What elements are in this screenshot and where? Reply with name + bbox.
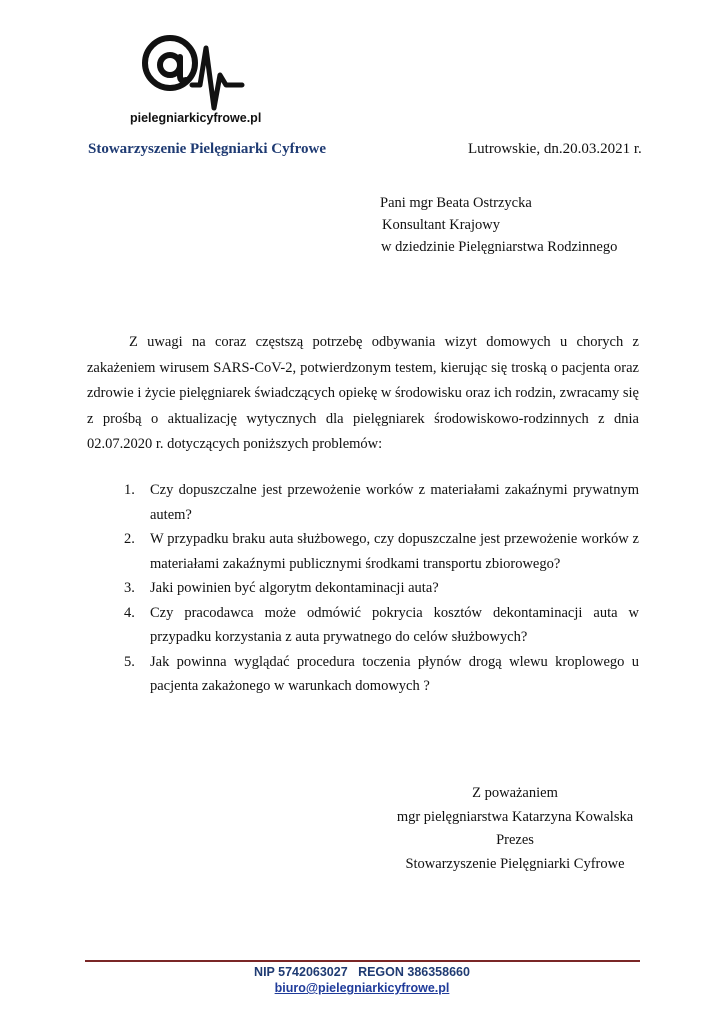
question-number: 1. [124, 482, 135, 498]
footer [0, 964, 724, 996]
question-number: 2. [124, 531, 135, 547]
question-number: 5. [124, 653, 135, 670]
question-text: Jak powinna wyglądać procedura toczenia płynów drogą wlewu kroplowego u pacjenta zakażonego w warunkach domowych ? [150, 653, 639, 694]
recipient-name: Pani mgr Beata Ostrzycka [380, 195, 532, 211]
logo-text: pielegniarkicyfrowe.pl [130, 111, 262, 125]
recipient-field: w dziedzinie Pielęgniarstwa Rodzinnego [381, 239, 618, 255]
question-number: 3. [124, 580, 135, 596]
question-text: Jaki powinien być algorytm dekontaminacji auta? [150, 580, 439, 596]
footer-email-link[interactable]: biuro@pielegniarkicyfrowe.pl [274, 981, 450, 995]
question-item [124, 601, 639, 650]
closing-phrase: Z poważaniem [472, 785, 558, 801]
question-item [124, 576, 639, 601]
recipient-position: Konsultant Krajowy [382, 217, 500, 233]
signatory-title: Prezes [496, 832, 534, 848]
question-item [124, 527, 639, 576]
body-paragraph: Z uwagi na coraz częstszą potrzebę odbywania wizyt domowych u chorych z zakażeniem wirusem SARS-CoV-2, potwierdzonym testem, kierując się troską o pacjenta oraz zdrowie i życie pielęgniarek świadczących opiekę w środowisku oraz ich rodzin, zwracamy się z prośbą o aktualizację wytycznych dla pielęgniarek środowiskowo-rodzinnych z dnia 02.07.2020 r. dotyczących poniższych problemów: [87, 334, 639, 452]
signature-block [380, 782, 650, 876]
question-item [124, 478, 639, 527]
recipient-block [380, 192, 617, 258]
question-number: 4. [124, 604, 135, 621]
organization-name: Stowarzyszenie Pielęgniarki Cyfrowe [88, 141, 327, 157]
footer-divider [85, 960, 640, 962]
question-text: Czy pracodawca może odmówić pokrycia kosztów dekontaminacji auta w przypadku korzystania z auta prywatnego do celów służbowych? [150, 604, 639, 645]
signatory-name: mgr pielęgniarstwa Katarzyna Kowalska [396, 808, 634, 825]
questions-list [124, 478, 639, 699]
letter-date: Lutrowskie, dn.20.03.2021 r. [468, 141, 642, 157]
signatory-organization: Stowarzyszenie Pielęgniarki Cyfrowe [405, 855, 625, 872]
question-text: W przypadku braku auta służbowego, czy dopuszczalne jest przewożenie worków z materiałami zakaźnymi publicznymi środkami transportu zbiorowego? [150, 531, 639, 572]
letter-body [87, 330, 639, 458]
question-text: Czy dopuszczalne jest przewożenie worków z materiałami zakaźnymi prywatnym autem? [150, 482, 639, 523]
footer-ids: NIP 5742063027 REGON 386358660 [254, 965, 470, 979]
question-item [124, 650, 639, 699]
